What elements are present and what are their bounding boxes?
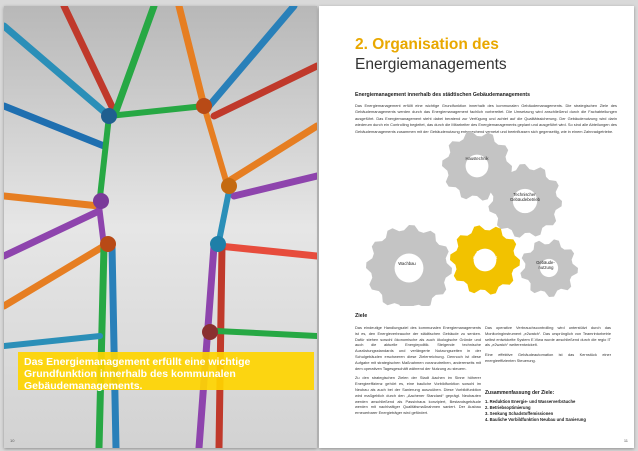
caption-line-1: Das Energiemanagement erfüllt eine wichtige (24, 356, 251, 368)
col-a-paragraph-1: Das eindeutige Handlungsziel des kommunalen Energiemanagements ist es, den Energieverbrauche der städtischen Gebäude zu senken. Dafür stehen sowohl ökonomische als auch ökologische Gründe und auch die aktuelle Energiepolitik. Steigende technische Ausrüstungsstandards und verlängerte Nutzungszeiten in der Schulgebäuden erschweren diese Zielerreichung. Dennoch ist diese Aufgabe mit strategischen Maßnahmen voranzutreiben, andererseits mit dem operativen Tagesgeschäft während der Nutzung zu steuern. (355, 325, 481, 371)
gear-label-top: Haustechnik (465, 156, 489, 161)
gears-diagram (319, 6, 634, 306)
page-number-left: 10 (10, 438, 15, 443)
col-b-paragraph-2: Eine effektive Gebäudeautomation ist das Kernstück einer energieeffizienten Steuerung. (485, 352, 611, 363)
summary-title: Zusammenfassung der Ziele: (485, 390, 555, 396)
chapter-heading-title: Energiemanagements (355, 56, 507, 73)
gear-label-energy-1: Energie- (476, 250, 493, 255)
gear-label-technical (510, 192, 541, 202)
intro-paragraph: Das Energiemanagement erfüllt eine wichtige Grundfunktion innerhalb des kommunalen Gebäudemanagements. Die strategischen Ziele des Gebäudemanagements werden durch das Energiemanagement fachlich vorbereitet. Die Umsetzung wird anschließend durch die Fachabteilungen ausgeführt. Das Energiemanagement steht dabei beratend zur Verfügung und achtet auf die Qualitätssicherung. Der Gebäudenutzung wird darin wiederum durch ein Controlling begleitet, das durch die Mitarbeiter des Energiemanagements geplant und ausgeführt wird. So sind alle Abteilungen des Gebäudemanagements zusammen mit der Gebäudenutzung entsprechend vernetzt und beeinflussen sich gegenseitig, wie in einem Zahnradgetriebe. (355, 103, 617, 134)
gear-label-wachbau: Wachbau (398, 261, 416, 266)
left-page (4, 6, 317, 448)
summary-item: 3. Senkung Schadstoffemissionen (485, 411, 554, 416)
gear-wachbau-hub (395, 254, 424, 283)
text-column-right (485, 325, 611, 368)
gear-label-usage (536, 260, 556, 270)
summary-item: 4. Bauliche Vorbildfunktion Neubau und Sanierung (485, 417, 586, 422)
text-column-left (355, 325, 481, 420)
summary-list (485, 399, 586, 423)
gear-label-technical-1: Technischer (513, 192, 536, 197)
ziele-title: Ziele (355, 313, 368, 319)
caption-line-3: Gebäudemanagements. (24, 380, 143, 392)
gear-label-usage-2: nutzung (538, 265, 554, 270)
gear-label-technical-2: Gebäudebetrieb (509, 197, 541, 202)
col-b-paragraph-1: Das operative Verbrauchscontrolling wird unterstützt durch das Monitoringinstrument „e2watch“. Das ursprünglich von Teamrintorbetrie selbst entwickelte System E.Viwa wurde anschließend durch die regio IT als „e2watch“ weiterentwickelt. (485, 325, 611, 348)
page-number-right: 11 (623, 438, 628, 443)
gear-label-usage-1: Gebäude- (536, 260, 555, 265)
summary-item: 1. Reduktion Energie- und Wasserverbräuche (485, 399, 576, 404)
col-a-paragraph-2: Zu den strategischen Zielen der Stadt Aachen im Sinne höherer Energieeffizienz gehört es, eine bauliche Vorbildfunktion sowohl im Neubau als auch bei der Sanierung auszuüben. Diese Vorbildfunktion wird maßgeblich durch den „Aachener Standard“ geprägt. Neubauten werden anschließend als Passivhaus konzipiert, Bestandsgebäude werden mit nachhaltiger Qualitätsmaßnahmen saniert. Der Ausbau erneuerbarer Energieträger wird gefördert. (355, 375, 481, 416)
chapter-heading-number: 2. Organisation des (355, 36, 499, 53)
section-subheading: Energiemanagement innerhalb des städtischen Gebäudemanagements (355, 92, 530, 98)
right-page (319, 6, 634, 448)
summary-item: 2. Betriebsoptimierung (485, 405, 531, 410)
gear-label-energy-2: management (472, 255, 498, 260)
caption-line-2: Grundfunktion innerhalb des kommunalen (24, 368, 236, 380)
photo-caption (24, 356, 312, 392)
